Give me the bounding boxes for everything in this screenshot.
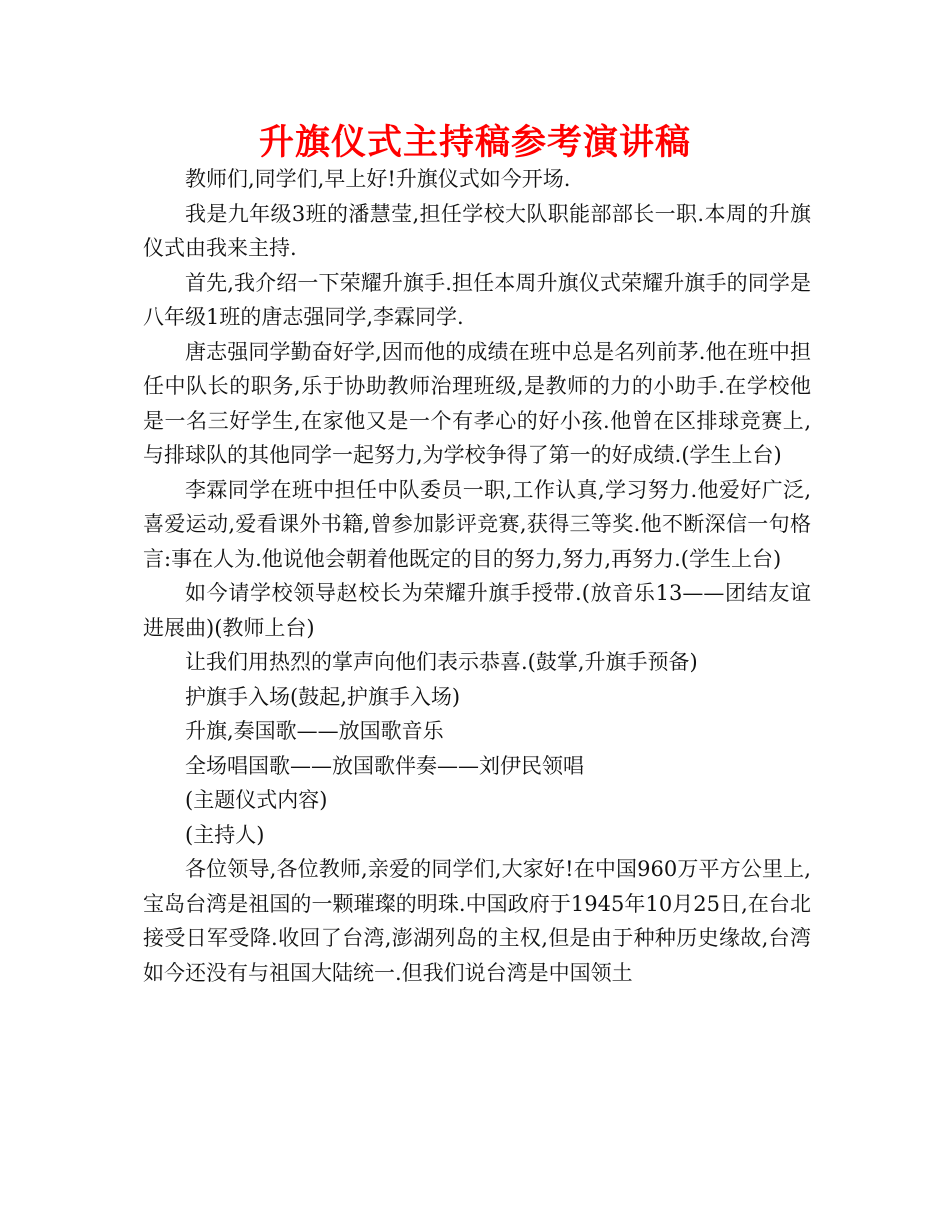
paragraph: 李霖同学在班中担任中队委员一职,工作认真,学习努力.他爱好广泛,喜爱运动,爱看课外书籍,曾参加影评竞赛,获得三等奖.他不断深信一句格言:事在人为.他说他会朝着他既定的目的努力,努力,再努力.(学生上台): [143, 477, 811, 571]
paragraph: 升旗,奏国歌——放国歌音乐: [185, 719, 444, 743]
paragraph: 各位领导,各位教师,亲爱的同学们,大家好!在中国960万平方公里上,宝岛台湾是祖国的一颗璀璨的明珠.中国政府于1945年10月25日,在台北接受日军受降.收回了台湾,澎湖列岛的主权,但是由于种种历史缘故,台湾如今还没有与祖国大陆统一.但我们说台湾是中国领土: [143, 857, 811, 985]
paragraph: 护旗手入场(鼓起,护旗手入场): [185, 684, 461, 709]
paragraph: (主持人): [185, 822, 265, 847]
paragraph: 全场唱国歌——放国歌伴奏——刘伊民领唱: [185, 753, 584, 778]
paragraph: 让我们用热烈的掌声向他们表示恭喜.(鼓掌,升旗手预备): [185, 650, 698, 674]
document-title: 升旗仪式主持稿参考演讲稿: [258, 123, 691, 163]
paragraph: 我是九年级3班的潘慧莹,担任学校大队职能部部长一职.本周的升旗仪式由我来主持.: [143, 201, 811, 260]
paragraph: 如今请学校领导赵校长为荣耀升旗手授带.(放音乐13——团结友谊进展曲)(教师上台): [143, 581, 811, 640]
paragraph: 唐志强同学勤奋好学,因而他的成绩在班中总是名列前茅.他在班中担任中队长的职务,乐于协助教师治理班级,是教师的力的小助手.在学校他是一名三好学生,在家他又是一个有孝心的好小孩.他曾在区排球竞赛上,与排球队的其他同学一起努力,为学校争得了第一的好成绩.(学生上台): [143, 339, 811, 467]
paragraph: (主题仪式内容): [185, 788, 328, 812]
document-body: [143, 162, 811, 990]
paragraph: 教师们,同学们,早上好!升旗仪式如今开场.: [185, 167, 571, 191]
paragraph: 首先,我介绍一下荣耀升旗手.担任本周升旗仪式荣耀升旗手的同学是八年级1班的唐志强同学,李霖同学.: [143, 270, 811, 329]
